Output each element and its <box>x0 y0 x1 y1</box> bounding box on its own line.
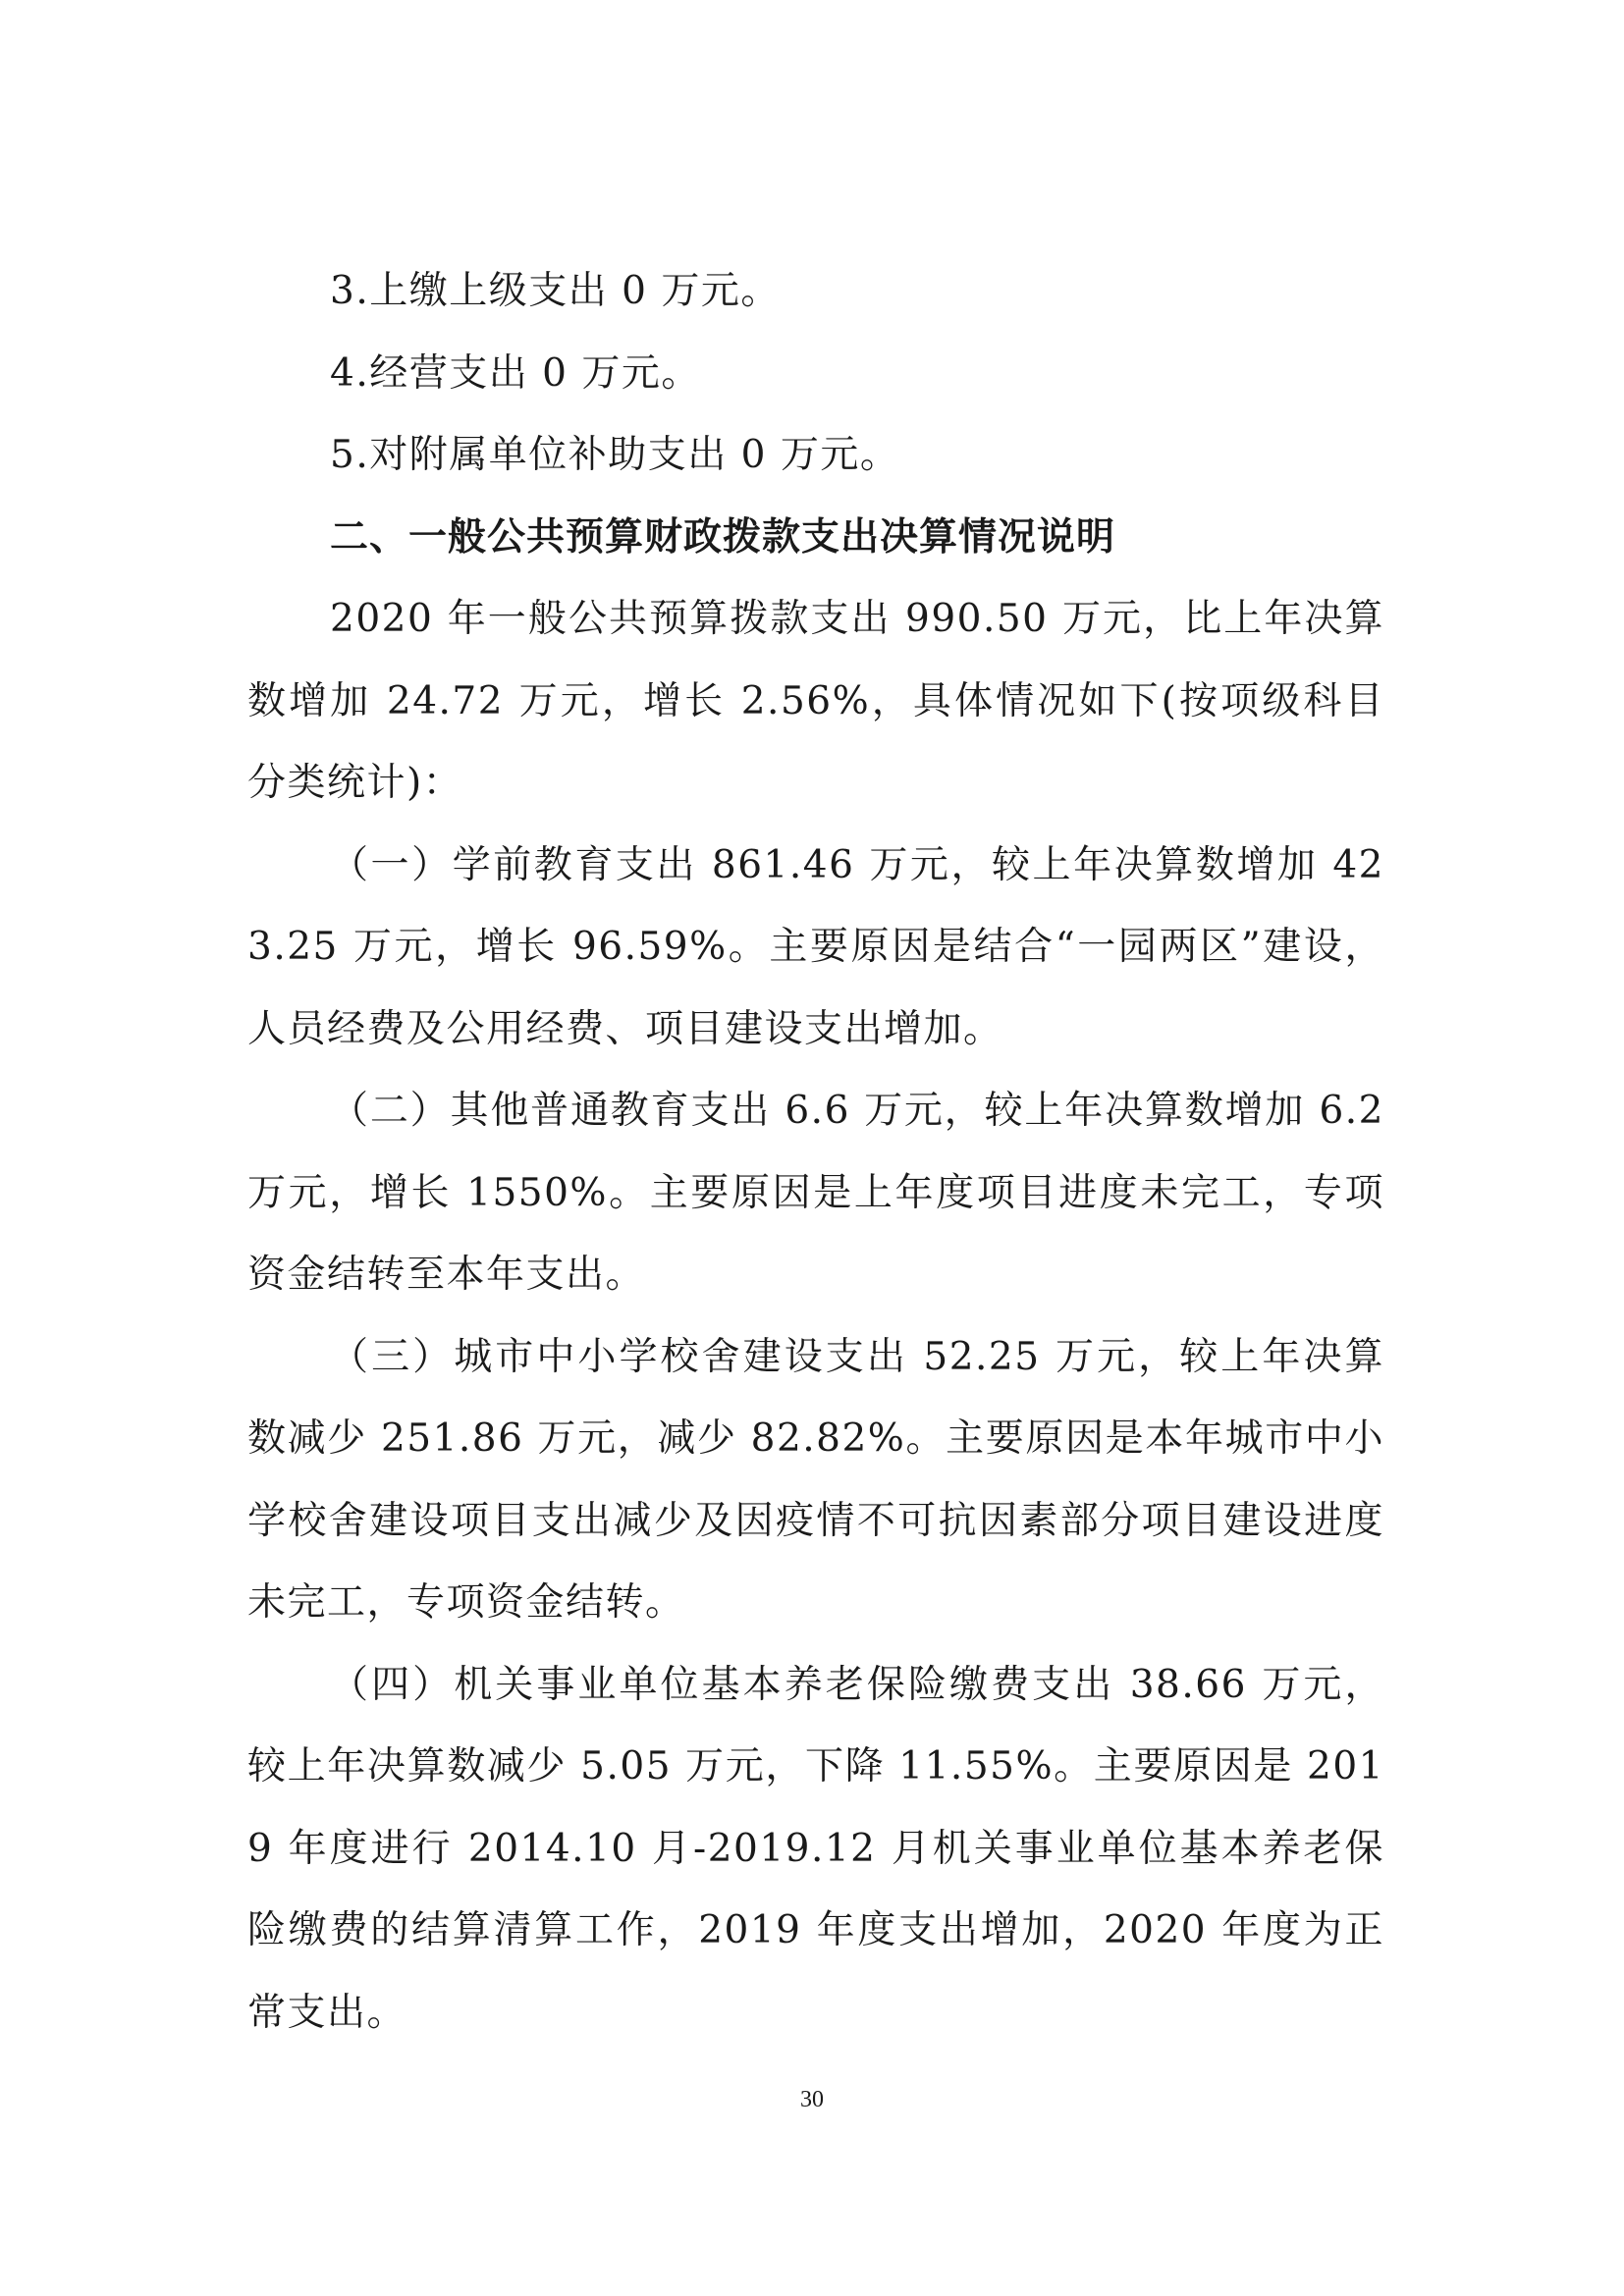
section-heading: 二、一般公共预算财政拨款支出决算情况说明 <box>330 514 1116 560</box>
line-subsidiary-subsidy: 5.对附属单位补助支出 0 万元。 <box>330 433 900 477</box>
line-remit-expenditure: 3.上缴上级支出 0 万元。 <box>330 269 781 313</box>
paragraph-preschool: （一）学前教育支出 861.46 万元，较上年决算数增加 423.25 万元，增长 96.59%。主要原因是结合“一园两区”建设，人员经费及公用经费、项目建设支出增加。 <box>247 842 1384 1051</box>
page-number: 30 <box>800 2087 824 2112</box>
paragraph-other-education: （二）其他普通教育支出 6.6 万元，较上年决算数增加 6.2 万元，增长 1550%。主要原因是上年度项目进度未完工，专项资金结转至本年支出。 <box>247 1089 1384 1297</box>
paragraph-school-construction: （三）城市中小学校舍建设支出 52.25 万元，较上年决算数减少 251.86 万元，减少 82.82%。主要原因是本年城市中小学校舍建设项目支出减少及因疫情不可抗因素部分项目建设进度未完工，专项资金结转。 <box>247 1334 1384 1625</box>
paragraph-summary: 2020 年一般公共预算拨款支出 990.50 万元，比上年决算数增加 24.72 万元，增长 2.56%，具体情况如下(按项级科目分类统计)： <box>247 597 1384 805</box>
line-operating-expenditure: 4.经营支出 0 万元。 <box>330 350 701 396</box>
document-body <box>247 250 1384 2054</box>
paragraph-pension-insurance: （四）机关事业单位基本养老保险缴费支出 38.66 万元，较上年决算数减少 5.05 万元，下降 11.55%。主要原因是 2019 年度进行 2014.10 月-2019.12 月机关事业单位基本养老保险缴费的结算清算工作，2019 年度支出增加，2020 年度为正常支出。 <box>247 1662 1384 2035</box>
